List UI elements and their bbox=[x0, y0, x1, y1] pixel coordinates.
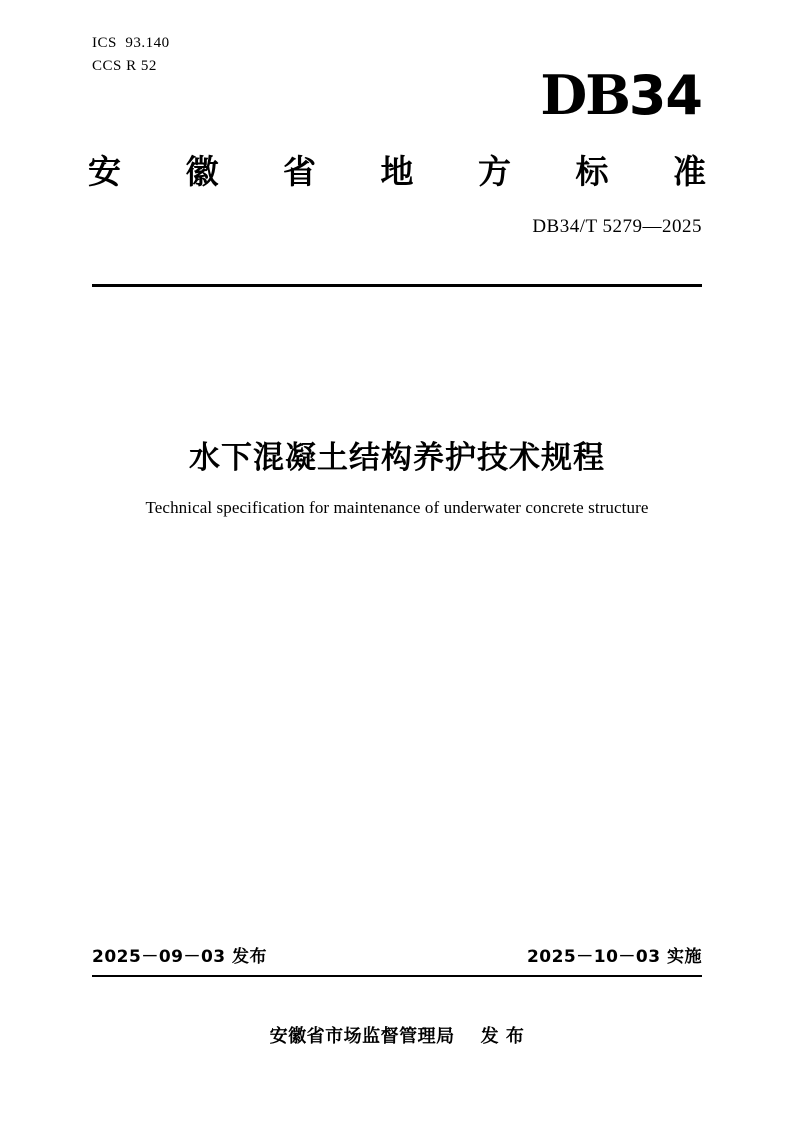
issuer-suffix: 发 布 bbox=[480, 1026, 525, 1047]
title-char-2: 徽 bbox=[185, 152, 219, 191]
standard-number: DB34/T 5279—2025 bbox=[532, 216, 702, 237]
document-title-cn: 水下混凝土结构养护技术规程 bbox=[189, 440, 605, 476]
document-title-en: Technical specification for maintenance of underwater concrete structure bbox=[145, 498, 649, 517]
ics-code: ICS 93.140 bbox=[92, 35, 170, 51]
db34-logo-number: 34 bbox=[628, 64, 702, 127]
title-char-1: 安 bbox=[88, 152, 121, 191]
title-char-4: 地 bbox=[380, 152, 414, 191]
classification-codes bbox=[92, 32, 170, 79]
title-char-7: 准 bbox=[673, 152, 706, 191]
title-char-3: 省 bbox=[283, 152, 316, 191]
issuer-name: 安徽省市场监督管理局 bbox=[269, 1026, 455, 1047]
date-row bbox=[92, 942, 702, 967]
title-char-6: 标 bbox=[575, 152, 609, 191]
header-divider bbox=[92, 284, 702, 287]
issue-date: 2025－09－03 发布 bbox=[92, 947, 268, 967]
footer-divider bbox=[92, 975, 702, 977]
issuer-line bbox=[0, 1022, 794, 1048]
province-standard-title bbox=[80, 146, 714, 193]
implement-date: 2025－10－03 实施 bbox=[526, 947, 702, 967]
db34-logo-prefix: DB bbox=[540, 63, 629, 127]
title-char-5: 方 bbox=[478, 152, 511, 191]
db34-logo bbox=[540, 63, 702, 127]
ccs-code: CCS R 52 bbox=[92, 58, 157, 75]
